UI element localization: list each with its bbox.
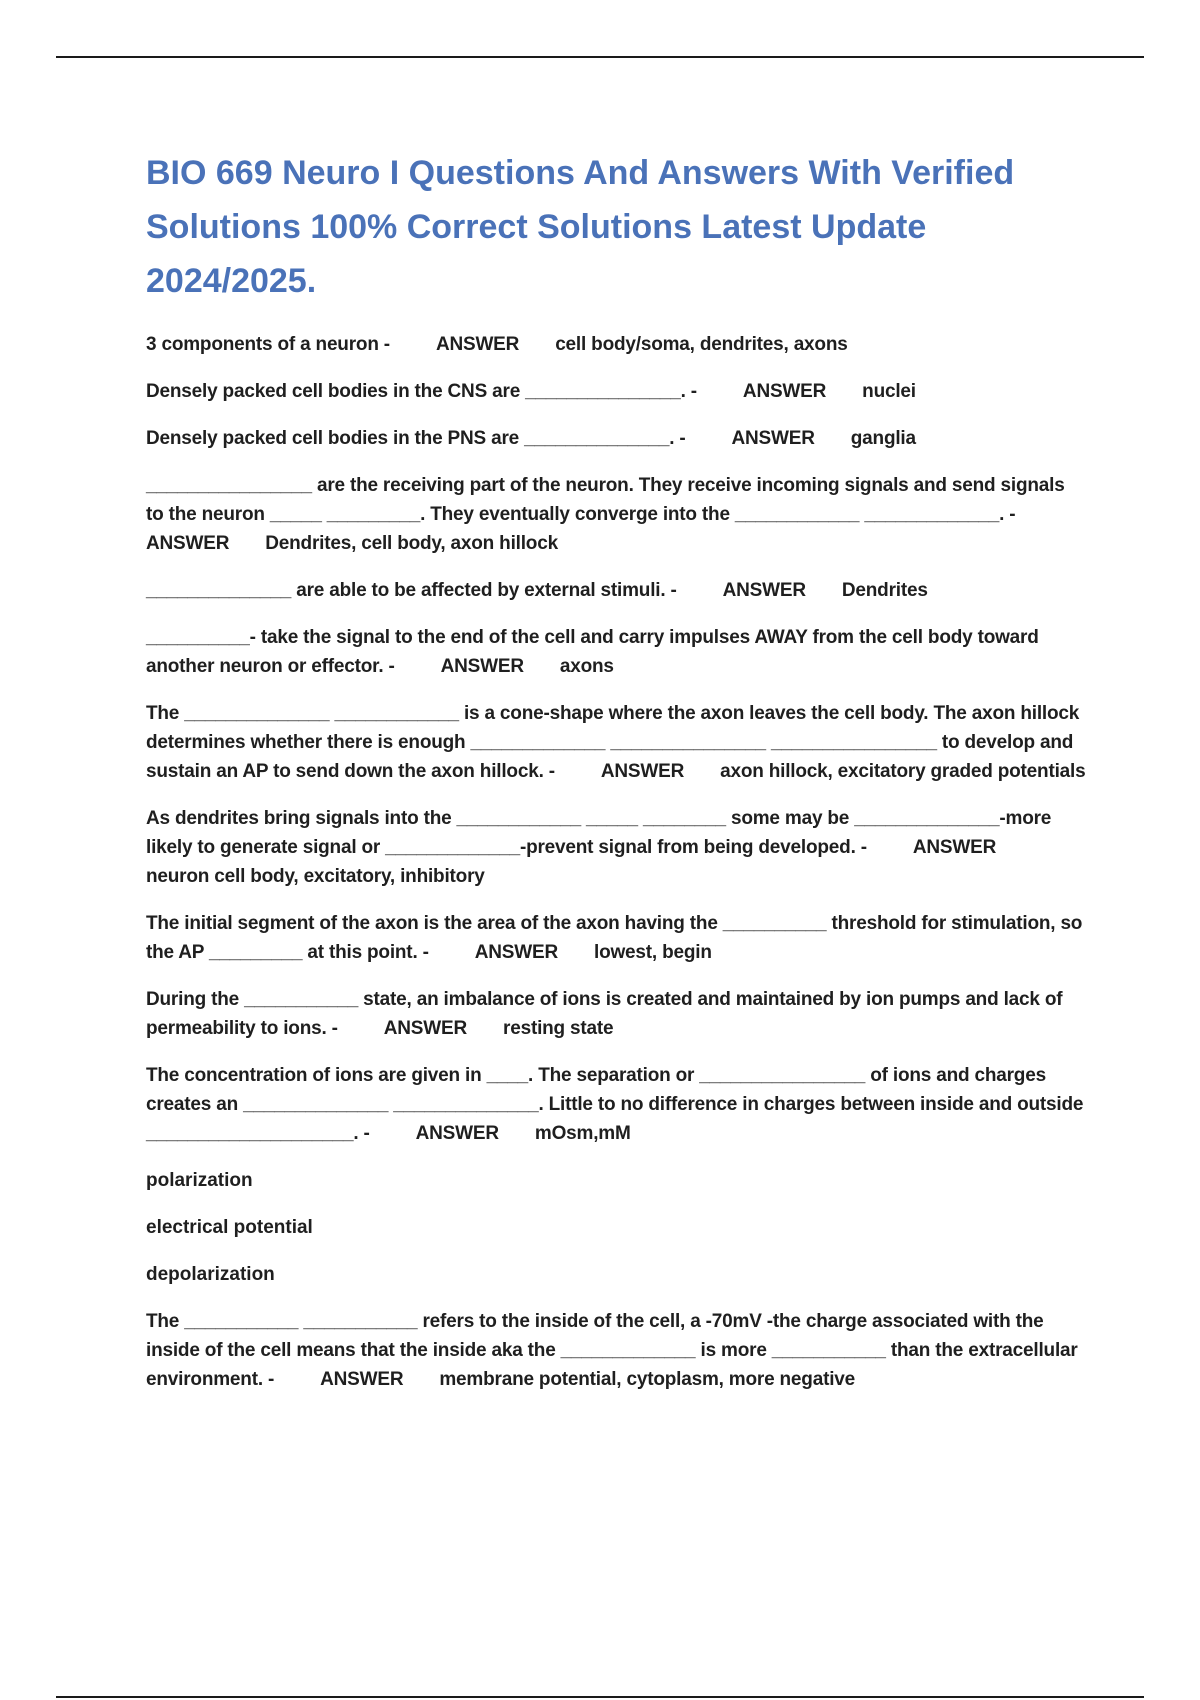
- qa-item: [146, 985, 1086, 1043]
- question-text: ______________ are able to be affected by external stimuli. -: [146, 580, 677, 601]
- answer-label: ANSWER: [600, 761, 685, 782]
- answer-label: ANSWER: [440, 656, 524, 677]
- answer-label: ANSWER: [383, 1018, 468, 1039]
- answer-label: ANSWER: [320, 1369, 404, 1390]
- answer-text: neuron cell body, excitatory, inhibitory: [146, 866, 485, 887]
- answer-text: axon hillock, excitatory graded potentials: [720, 761, 1086, 782]
- question-text: 3 components of a neuron -: [146, 334, 390, 355]
- question-text: ________________ are the receiving part of the neuron. They receive incoming signals and send signals to the neuron _____ _________. They eventually converge into the ____________ _____________. -: [146, 475, 1065, 525]
- answer-text: Dendrites, cell body, axon hillock: [265, 533, 558, 554]
- qa-item: [146, 1061, 1086, 1148]
- answer-continuation: electrical potential: [146, 1217, 313, 1238]
- top-rule: [56, 56, 1144, 58]
- qa-item: [146, 576, 1086, 605]
- question-text: The concentration of ions are given in ____. The separation or ________________ of ions and charges creates an ______________ ______________. Little to no difference in charges between inside and outside ____________________. -: [146, 1065, 1084, 1144]
- question-text: The initial segment of the axon is the area of the axon having the __________ threshold for stimulation, so the AP _________ at this point. -: [146, 913, 1083, 963]
- qa-item: [146, 623, 1086, 681]
- qa-item: [146, 471, 1086, 558]
- qa-item: [146, 377, 1086, 406]
- answer-continuation: polarization: [146, 1170, 253, 1191]
- answer-text: axons: [559, 656, 614, 677]
- answer-text: cell body/soma, dendrites, axons: [555, 334, 848, 355]
- question-text: __________- take the signal to the end of the cell and carry impulses AWAY from the cell body toward another neuron or effector. -: [146, 627, 1039, 677]
- qa-item: [146, 699, 1086, 786]
- answer-text: nuclei: [862, 381, 916, 402]
- qa-item: [146, 330, 1086, 359]
- answer-label: ANSWER: [742, 381, 827, 402]
- answer-text: membrane potential, cytoplasm, more negative: [439, 1369, 856, 1390]
- answer-label: ANSWER: [912, 837, 997, 858]
- qa-item: [146, 1307, 1086, 1394]
- qa-item: [146, 909, 1086, 967]
- answer-label: ANSWER: [474, 942, 558, 963]
- answer-continuation: depolarization: [146, 1264, 275, 1285]
- qa-item: [146, 804, 1086, 891]
- question-text: As dendrites bring signals into the ____________ _____ ________ some may be ______________-more likely to generate signal or _____________-prevent signal from being developed. -: [146, 808, 1052, 858]
- answer-label: ANSWER: [731, 428, 815, 449]
- question-text: During the ___________ state, an imbalance of ions is created and maintained by ion pumps and lack of permeability to ions. -: [146, 989, 1063, 1039]
- document-title: BIO 669 Neuro I Questions And Answers With Verified Solutions 100% Correct Solutions Latest Update 2024/2025.: [146, 154, 1015, 300]
- answer-text: resting state: [503, 1018, 614, 1039]
- answer-text: Dendrites: [841, 580, 928, 601]
- question-text: Densely packed cell bodies in the PNS are ______________. -: [146, 428, 686, 449]
- answer-text: mOsm,mM: [534, 1123, 631, 1144]
- document-body: [146, 146, 1086, 1412]
- answer-label: ANSWER: [435, 334, 520, 355]
- answer-label: ANSWER: [722, 580, 806, 601]
- answer-text: lowest, begin: [593, 942, 712, 963]
- question-text: The ______________ ____________ is a cone-shape where the axon leaves the cell body. The axon hillock determines whether there is enough _____________ _______________ ________________ to develop and sustain an AP to send down the axon hillock. -: [146, 703, 1080, 782]
- answer-label: ANSWER: [415, 1123, 499, 1144]
- answer-text: ganglia: [850, 428, 916, 449]
- question-text: Densely packed cell bodies in the CNS are _______________. -: [146, 381, 697, 402]
- qa-item: [146, 424, 1086, 453]
- bottom-rule: [56, 1696, 1144, 1698]
- question-text: The ___________ ___________ refers to the inside of the cell, a -70mV -the charge associated with the inside of the cell means that the inside aka the _____________ is more ___________ than the extracellular environment. -: [146, 1311, 1078, 1390]
- answer-label: ANSWER: [146, 533, 230, 554]
